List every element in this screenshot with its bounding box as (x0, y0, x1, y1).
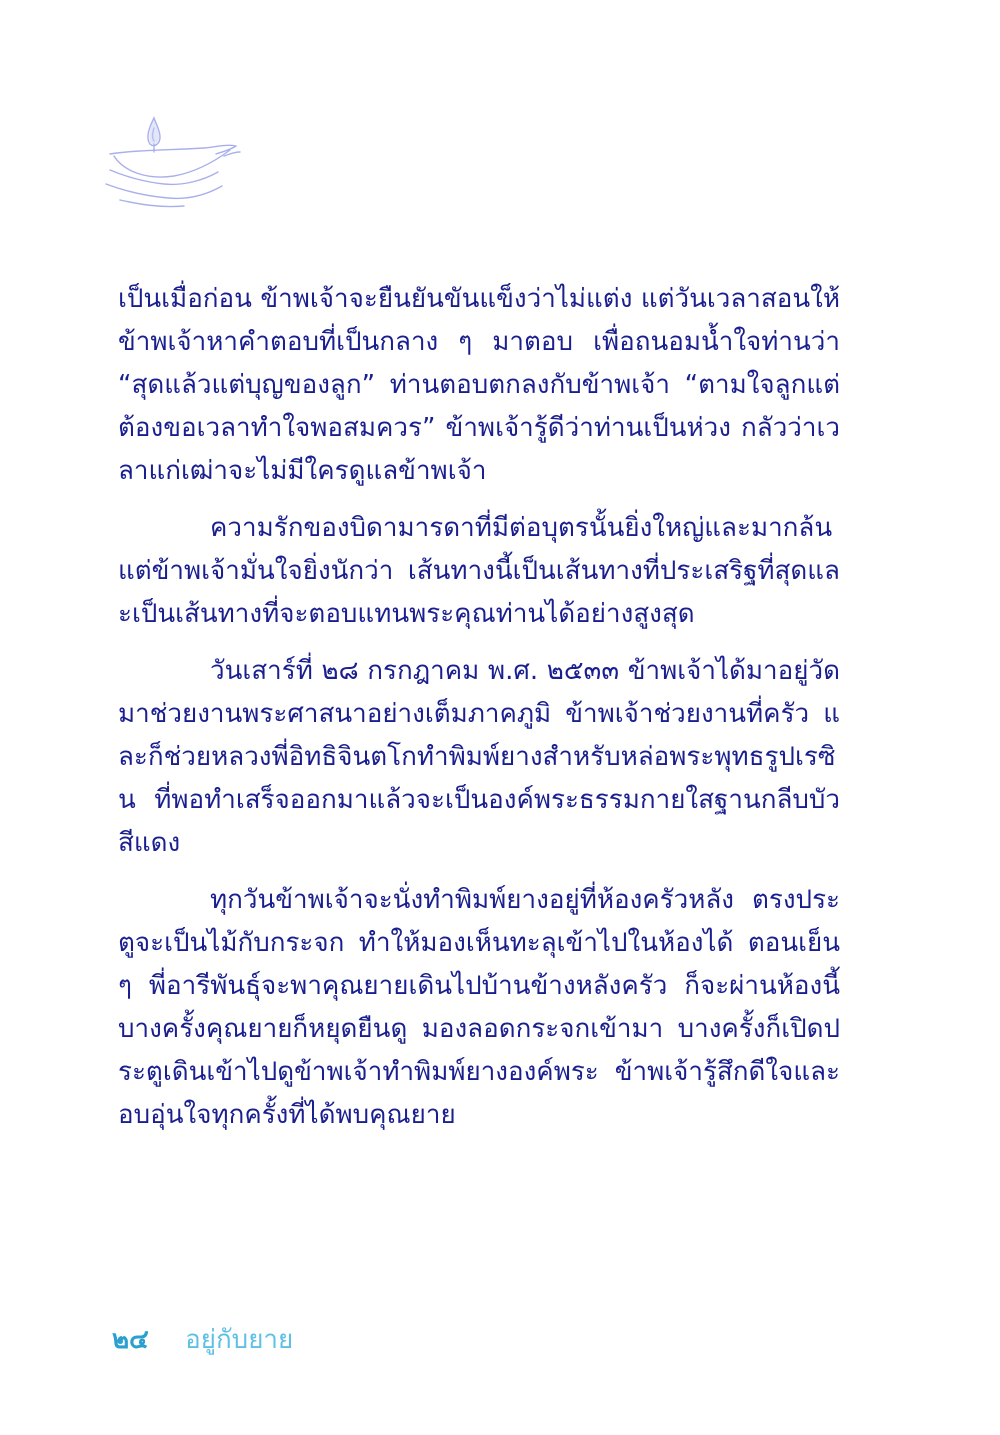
page-footer (112, 1320, 293, 1360)
paragraph: วันเสาร์ที่ ๒๘ กรกฎาคม พ.ศ. ๒๕๓๓ ข้าพเจ้าได้มาอยู่วัด มาช่วยงานพระศาสนาอย่างเต็มภาคภูมิ ข้าพเจ้าช่วยงานที่ครัว และก็ช่วยหลวงพี่อิทธิจินตโกทำพิมพ์ยางสำหรับหล่อพระพุทธรูปเรซิน ที่พอทำเสร็จออกมาแล้วจะเป็นองค์พระธรรมกายใสฐานกลีบบัวสีแดง (118, 656, 840, 858)
paragraph: เป็นเมื่อก่อน ข้าพเจ้าจะยืนยันขันแข็งว่าไม่แต่ง แต่วันเวลาสอนให้ข้าพเจ้าหาคำตอบที่เป็นกลาง ๆ มาตอบ เพื่อถนอมน้ำใจท่านว่า “สุดแล้วแต่บุญของลูก” ท่านตอบตกลงกับข้าพเจ้า “ตามใจลูกแต่ต้องขอเวลาทำใจพอสมควร” ข้าพเจ้ารู้ดีว่าท่านเป็นห่วง กลัวว่าเวลาแก่เฒ่าจะไม่มีใครดูแลข้าพเจ้า (118, 284, 840, 486)
book-title: อยู่กับยาย (185, 1325, 294, 1355)
body-text (118, 278, 840, 1151)
paragraph: ทุกวันข้าพเจ้าจะนั่งทำพิมพ์ยางอยู่ที่ห้องครัวหลัง ตรงประตูจะเป็นไม้กับกระจก ทำให้มองเห็นทะลุเข้าไปในห้องได้ ตอนเย็น ๆ พี่อารีพันธุ์จะพาคุณยายเดินไปบ้านข้างหลังครัว ก็จะผ่านห้องนี้ บางครั้งคุณยายก็หยุดยืนดู มองลอดกระจกเข้ามา บางครั้งก็เปิดประตูเดินเข้าไปดูข้าพเจ้าทำพิมพ์ยางองค์พระ ข้าพเจ้ารู้สึกดีใจและอบอุ่นใจทุกครั้งที่ได้พบคุณยาย (118, 885, 840, 1130)
paragraph: ความรักของบิดามารดาที่มีต่อบุตรนั้นยิ่งใหญ่และมากล้นแต่ข้าพเจ้ามั่นใจยิ่งนักว่า เส้นทางนี้เป็นเส้นทางที่ประเสริฐที่สุดและเป็นเส้นทางที่จะตอบแทนพระคุณท่านได้อย่างสูงสุด (118, 513, 840, 629)
page-number: ๒๔ (112, 1325, 149, 1355)
candle-lamp-icon (104, 110, 244, 210)
